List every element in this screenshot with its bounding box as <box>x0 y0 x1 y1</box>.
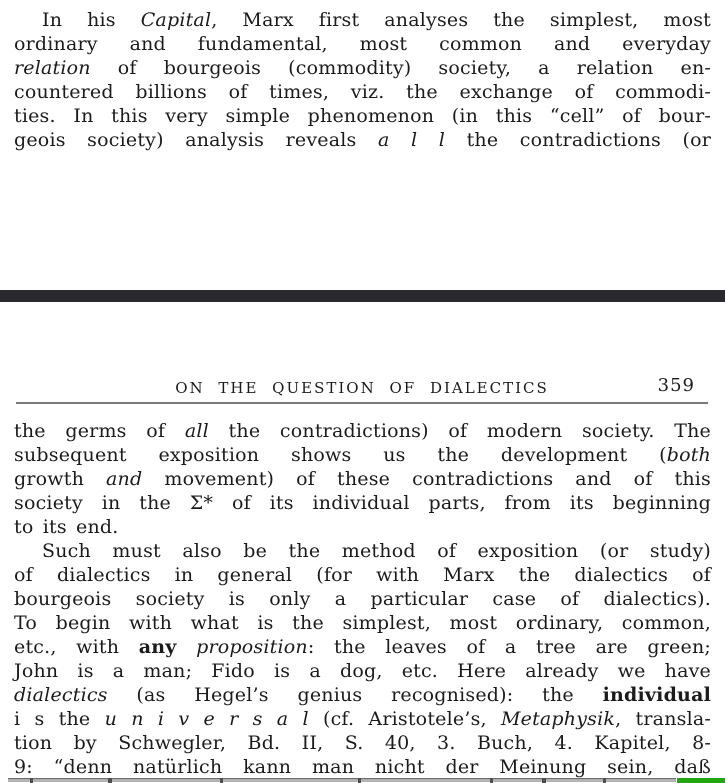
text-line: growth and movement) of these contradictions and of this <box>14 468 711 490</box>
text-line: ties. In this very simple phenomenon (in this “cell” of bour- <box>14 105 711 127</box>
text-line: bourgeois society is only a particular case of dialectics). <box>14 588 711 610</box>
text-line: In his Capital, Marx first analyses the simplest, most <box>42 9 711 31</box>
text-line: etc., with any proposition: the leaves of a tree are green; <box>14 636 711 658</box>
running-header-title: ON THE QUESTION OF DIALECTICS <box>175 379 549 397</box>
strip-tick <box>490 778 493 783</box>
strip-tick <box>30 778 33 783</box>
text-line: John is a man; Fido is a dog, etc. Here already we have <box>14 660 711 682</box>
page-number: 359 <box>657 375 695 396</box>
green-indicator <box>677 778 725 783</box>
strip-tick <box>108 778 112 783</box>
text-line: countered billions of times, viz. the exchange of commodi- <box>14 81 711 103</box>
text-line: ordinary and fundamental, most common and everyday <box>14 33 711 55</box>
previous-page-text-fragment <box>14 8 711 152</box>
strip-tick <box>542 778 546 783</box>
header-rule <box>16 402 708 404</box>
text-line: To begin with what is the simplest, most ordinary, common, <box>14 612 711 634</box>
text-line: Such must also be the method of exposition (or study) <box>42 540 711 562</box>
text-line: tion by Schwegler, Bd. II, S. 40, 3. Buch, 4. Kapitel, 8- <box>14 732 711 754</box>
cut-off-text-strip <box>8 778 676 782</box>
current-page-text <box>14 419 711 779</box>
running-header <box>16 375 708 401</box>
strip-tick <box>358 778 361 783</box>
text-line: dialectics (as Hegel’s genius recognised): the individual <box>14 684 711 706</box>
text-line: of dialectics in general (for with Marx the dialectics of <box>14 564 711 586</box>
text-line: society in the Σ* of its individual parts, from its beginning <box>14 492 711 514</box>
strip-tick <box>220 778 223 783</box>
text-line: relation of bourgeois (commodity) society, a relation en- <box>14 57 711 79</box>
text-line: subsequent exposition shows us the development (both <box>14 444 711 466</box>
text-line: geois society) analysis reveals a l l the contradictions (or <box>14 129 712 151</box>
text-line: 9: “denn natürlich kann man nicht der Meinung sein, daß <box>14 756 711 778</box>
text-line: i s the u n i v e r s a l (cf. Aristotele’s, Metaphysik, transla- <box>14 708 712 730</box>
page-separator-bar <box>0 290 725 302</box>
text-line: the germs of all the contradictions) of modern society. The <box>14 420 711 442</box>
text-line: to its end. <box>14 516 119 538</box>
strip-tick <box>603 778 606 783</box>
